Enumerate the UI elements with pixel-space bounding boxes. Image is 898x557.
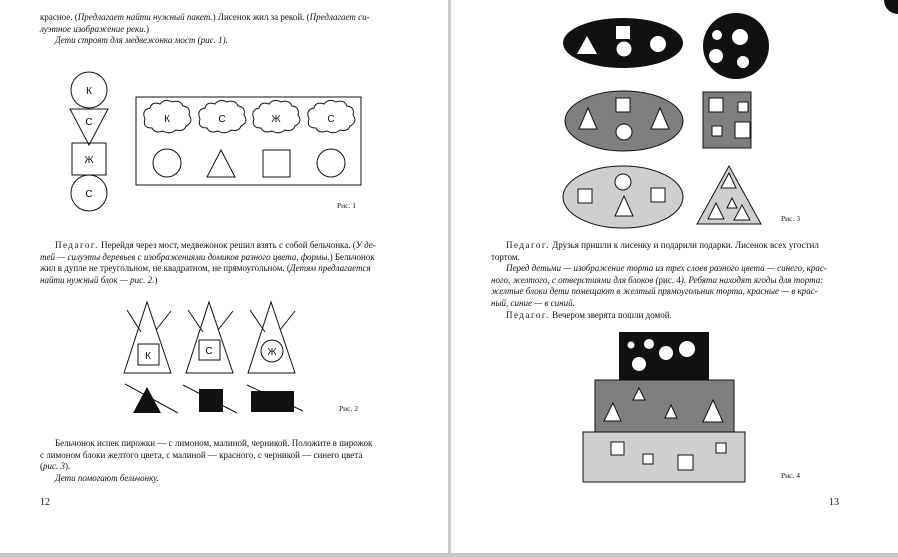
fig1-label-s1: С: [85, 117, 93, 128]
fig3-caption: Рис. 3: [781, 214, 801, 223]
left-para2-line-1: Педагог. Перейдя через мост, медвежонок решил взять с собой бельчонка. (У де-: [55, 240, 376, 250]
left-top-instruction: Дети строят для медвежонка мост (рис. 1).: [55, 35, 228, 46]
fig2-label-s: С: [205, 346, 213, 357]
left-top-line-2: луэтное изображение реки.): [40, 23, 149, 34]
fig1-cloud-label-1: К: [164, 114, 170, 125]
left-para2-line-2: тей — силуэты деревьев с изображениями домиков разного цвета, формы.) Бельчонок: [40, 251, 375, 262]
fig2-label-zh: Ж: [267, 347, 277, 358]
fig1-cloud-label-4: С: [327, 114, 335, 125]
left-para3-line-2: с лимоном блоки желтого цвета, с малиной — красного, с черникой — синего цвета: [40, 449, 363, 460]
left-para3-line-4: Дети помогают бельчонку.: [55, 472, 159, 483]
left-page: [0, 0, 448, 553]
right-para2-line-2: ного, желтого, с отверстиями для блоков (рис. 4). Ребята находят ягоды для торта:: [491, 274, 824, 285]
fig4-cake-bottom-light: [583, 432, 745, 482]
fig2-black-square: [199, 389, 223, 412]
figure-4: [451, 0, 898, 553]
fig2-label-k: К: [145, 351, 151, 362]
fig1-caption: Рис. 1: [337, 201, 357, 210]
right-para1-line-1: Педагог. Друзья пришли к лисенку и подарили подарки. Лисенок всех угостил: [506, 240, 819, 250]
fig1-label-zh: Ж: [84, 155, 94, 166]
right-para3-line-1: Педагог. Вечером зверята пошли домой.: [506, 309, 672, 320]
left-para3-line-3: (рис. 3).: [40, 461, 71, 472]
fig2-tree-1: [124, 302, 171, 373]
left-para2-line-3: жил в дупле не треугольном, не квадратном, не прямоугольном. (Детям предлагается: [40, 263, 371, 274]
fig2-tree-2: [186, 302, 233, 373]
right-para2-line-4: ный, синие — в синий.: [491, 298, 575, 308]
right-para1-line-2: тортом.: [491, 251, 520, 262]
fig4-caption: Рис. 4: [781, 471, 801, 480]
right-para2-line-1: Перед детьми — изображение торта из трех слоев разного цвета — синего, крас-: [506, 263, 827, 274]
left-top-line-1: красное. (Предлагает найти нужный пакет.) Лисенок жил за рекой. (Предлагает си-: [40, 12, 370, 22]
right-page-number: 13: [829, 497, 839, 508]
fig2-black-rectangle: [251, 391, 294, 412]
left-page-number: 12: [40, 497, 50, 508]
fig1-cloud-label-2: С: [218, 114, 226, 125]
fig1-label-k: К: [86, 86, 92, 97]
right-para2-line-3: желтые блоки дети помещают в желтый прямоугольник торта, красные — в крас-: [491, 286, 818, 297]
left-para3-line-1: Бельчонок испек пирожки — с лимоном, малиной, черникой. Положите в пирожок: [55, 438, 373, 448]
fig1-label-s2: С: [85, 189, 93, 200]
fig2-caption: Рис. 2: [339, 404, 359, 413]
left-para2-line-4: найти нужный блок — рис. 2.): [40, 274, 158, 285]
fig1-cloud-label-3: Ж: [271, 114, 281, 125]
right-page: [451, 0, 898, 553]
